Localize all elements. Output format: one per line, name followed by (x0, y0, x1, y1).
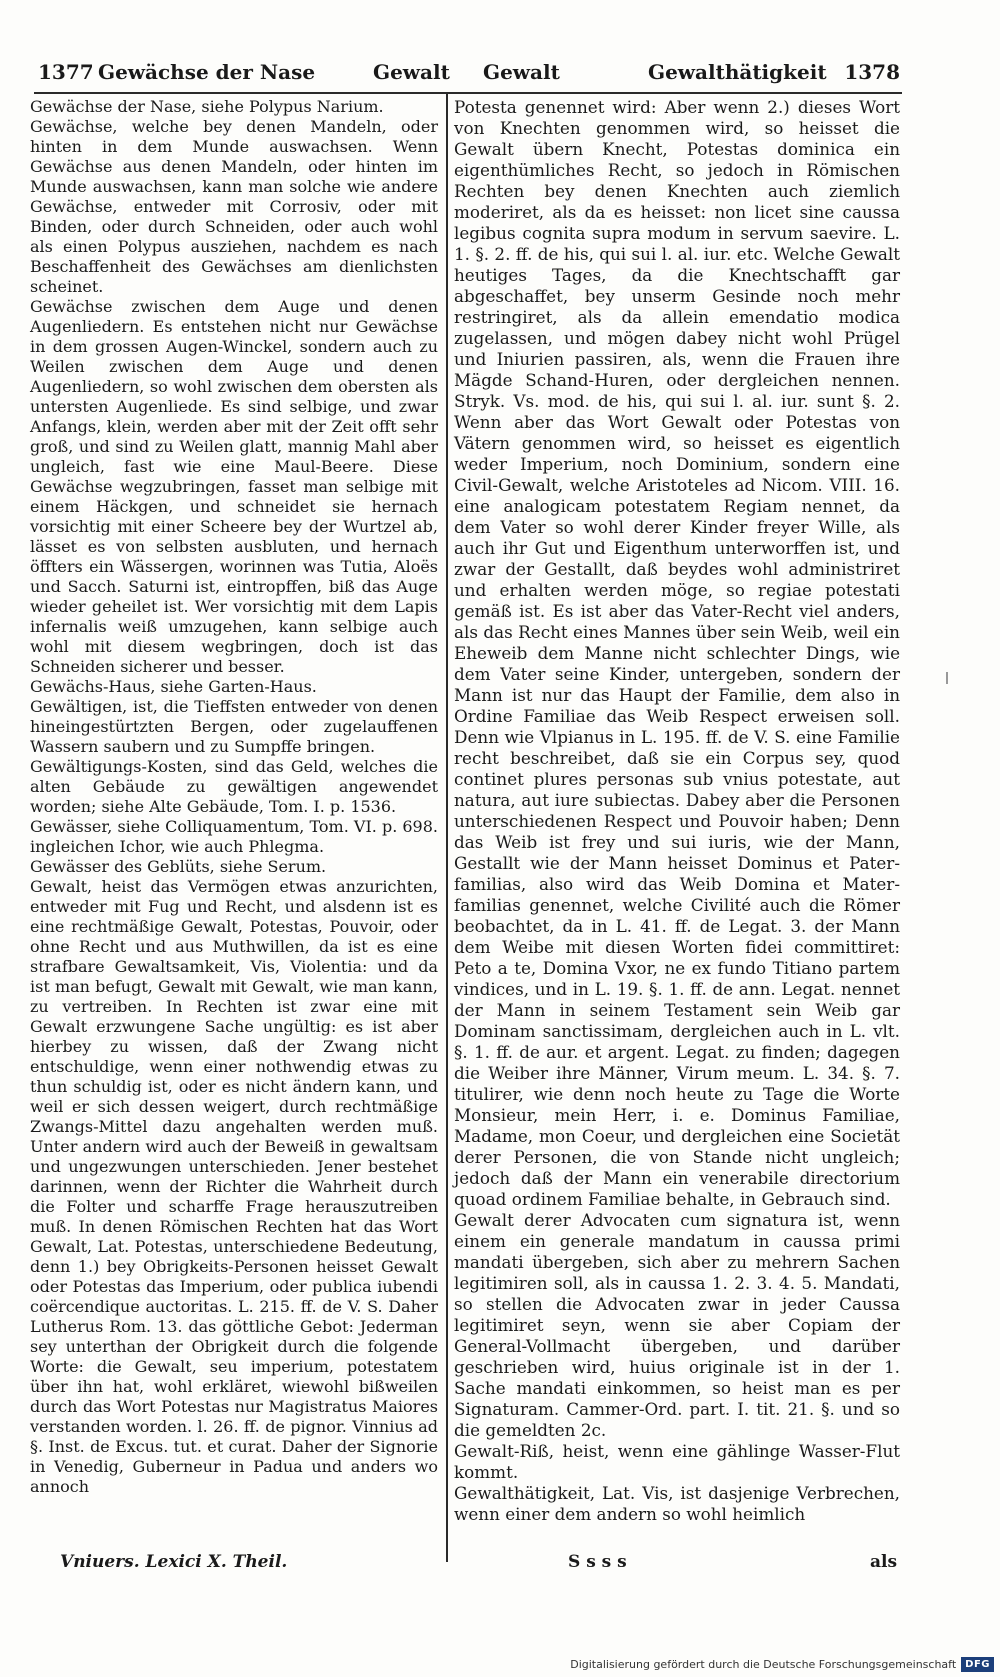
catchword: als (870, 1552, 898, 1572)
credit-text: Digitalisierung gefördert durch die Deutsche Forschungsgemeinschaft (570, 1657, 957, 1671)
entry-gewalt-advocaten: Gewalt derer Advocaten cum signatura ist, wenn einem ein generale mandatum in caussa primi mandati übergeben, sich aber zu mehrern Sachen legitimiren soll, als in caussa 1. 2. 3. 4. 5. Mandati, so stellen die Advocaten zwar in jeder Caussa legitimiret seyn, wenn sie aber Copiam der General-Vollmacht übergeben, und darüber geschrieben wird, huius originale ist in der 1. Sache mandati einkommen, so heist man es per Signaturam. Cammer-Ord. part. I. tit. 21. §. und so die gemeldten 2c. (454, 1210, 900, 1440)
digitization-credit (570, 1655, 994, 1673)
entry-gewaesser: Gewässer, siehe Colliquamentum, Tom. VI. p. 698. ingleichen Ichor, wie auch Phlegma. (30, 817, 438, 856)
scan-speck (946, 672, 948, 684)
entry-gewaesser-des-gebluets: Gewässer des Geblüts, siehe Serum. (30, 857, 327, 876)
signature-mark: S s s s (568, 1552, 627, 1572)
header-keyword-center-right: Gewalt (483, 60, 560, 84)
entry-gewalt-continued: Potesta genennet wird: Aber wenn 2.) dieses Wort von Knechten genommen wird, so heisset die Gewalt übern Knecht, Potestas dominica ein eigenthümliches Recht, so jedoch in Römischen Rechten bey denen Knechten auch ziemlich moderiret, als da es heisset: non licet sine caussa legibus cognita supra modum in servum saevire. L. 1. §. 2. ff. de his, qui sui l. al. iur. etc. Welche Gewalt heutiges Tages, da die Knechtschafft gar abgeschaffet, bey unserm Gesinde noch mehr restringiret, als da allein emendatio modica zugelassen, und mögen dabey nicht wohl Prügel und Iniurien passiren, als, wenn die Frauen ihre Mägde Schand-Huren, oder dergleichen nennen. Stryk. Vs. mod. de his, qui sui l. al. iur. sunt §. 2. Wenn aber das Wort Gewalt oder Potestas von Vätern genommen wird, so heisset es eigentlich weder Imperium, noch Dominium, sondern eine Civil-Gewalt, welche Aristoteles ad Nicom. VIII. 16. eine analogicam potestatem Regiam nennet, da dem Vater so wohl derer Kinder freyer Wille, als auch ihr Gut und Eigenthum unterworffen ist, und zwar der Gestallt, daß beydes wohl administriret und erhalten werden möge, so regiae potestati gemäß ist. Es ist aber das Vater-Recht viel anders, als das Recht eines Mannes über sein Weib, weil ein Eheweib dem Manne nicht schlechter Dings, wie dem Vater seine Kinder, untergeben, sondern der Mann ist nur das Haupt der Familie, dem also in Ordine Familiae das Weib Respect erweisen soll. Denn wie Vlpianus in L. 195. ff. de V. S. eine Familie recht beschreibet, daß sie ein Corpus sey, quod continet plures personas sub vnius potestate, aut natura, aut iure subiectas. Dabey aber die Personen unterschiedenen Respect und Pouvoir haben; Denn das Weib ist frey und sui iuris, wie der Mann, Gestallt wie der Mann heisset Dominus et Pater-familias, also wird das Weib Domina et Mater-familias genennet, welche Civilité auch die Römer beobachtet, da in L. 41. ff. de Legat. 3. der Mann dem Weibe mit diesen Worten fidei committiret: Peto a te, Domina Vxor, ne ex fundo Titiano partem vindices, und in L. 19. §. 1. ff. de ann. Legat. nennet der Mann in seinem Testament sein Weib gar Dominam sanctissimam, dergleichen auch in L. vlt. §. 1. ff. de aur. et argent. Legat. zu finden; dagegen die Weiber ihre Männer, Virum meum. L. 34. §. 7. titulirer, wie denn noch heute zu Tage die Worte Monsieur, mein Herr, i. e. Dominus Familiae, Madame, mon Coeur, und dergleichen eine Societät derer Personen, die von Stande nicht ungleich; jedoch daß der Mann ein venerabile directorium quoad ordinem Familiae behalte, in Gebrauch sind. (454, 97, 900, 1209)
entry-gewalt-riss: Gewalt-Riß, heist, wenn eine gählinge Wasser-Flut kommt. (454, 1441, 900, 1482)
entry-gewalthaetigkeit: Gewalthätigkeit, Lat. Vis, ist dasjenige Verbrechen, wenn einer dem andern so wohl heimlich (454, 1483, 900, 1524)
header-keyword-right: Gewalthätigkeit (648, 60, 827, 84)
entry-gewaeltigungs-kosten: Gewältigungs-Kosten, sind das Geld, welches die alten Gebäude zu gewältigen angewendet worden; siehe Alte Gebäude, Tom. I. p. 1536. (30, 757, 438, 816)
header-rule (34, 92, 902, 94)
entry-gewaechse-der-nase: Gewächse der Nase, siehe Polypus Narium. (30, 97, 384, 116)
signature-left: Vniuers. Lexici X. Theil. (60, 1552, 288, 1572)
entry-gewaechse-augenlieder: Gewächse zwischen dem Auge und denen Augenliedern. Es entstehen nicht nur Gewächse in dem grossen Augen-Winckel, sondern auch zu Weilen zwischen dem Auge und denen Augenliedern, so wohl zwischen dem obersten als untersten Augenliede. Es sind selbige, und zwar Anfangs, klein, werden aber mit der Zeit offt sehr groß, und sind zu Weilen glatt, mannig Mahl aber ungleich, fast wie eine Maul-Beere. Diese Gewächse wegzubringen, fasset man selbige mit einem Häckgen, und schneidet sie hernach vorsichtig mit einer Scheere bey der Wurtzel ab, lässet es von selbsten ausbluten, und hernach öffters ein Wässergen, worinnen was Tutia, Aloës und Sacch. Saturni ist, eintropffen, biß das Auge wieder geheilet ist. Wer vorsichtig mit dem Lapis infernalis weiß umzugehen, kann selbige auch wohl mit diesem wegbringen, doch ist das Schneiden sicherer und besser. (30, 297, 438, 676)
left-column (30, 97, 438, 1497)
dfg-logo: DFG (961, 1657, 994, 1672)
column-divider (446, 92, 448, 1562)
entry-gewaeltigen: Gewältigen, ist, die Tieffsten entweder von denen hineingestürtzten Bergen, oder zugelauffenen Wassern saubern und zu Sumpffe bringen. (30, 697, 438, 756)
running-header (38, 60, 900, 88)
right-column (454, 97, 900, 1525)
header-keyword-center-left: Gewalt (373, 60, 450, 84)
page-number-right: 1378 (844, 60, 900, 84)
page-number-left: 1377 (38, 60, 94, 84)
entry-gewalt: Gewalt, heist das Vermögen etwas anzurichten, entweder mit Fug und Recht, und alsdenn ist es eine rechtmäßige Gewalt, Potestas, Pouvoir, oder ohne Recht und aus Muthwillen, da ist es eine strafbare Gewaltsamkeit, Vis, Violentia: und da ist man befugt, Gewalt mit Gewalt, wie man kann, zu vertreiben. In Rechten ist zwar eine mit Gewalt erzwungene Sache ungültig: es ist aber hierbey zu wissen, daß der Zwang nicht entschuldige, wenn einer nothwendig etwas zu thun schuldig ist, oder es nicht ändern kann, und weil er sich dessen weigert, durch rechtmäßige Zwangs-Mittel dazu angehalten werden muß. Unter andern wird auch der Beweiß in gewaltsam und ungezwungen unterschieden. Jener bestehet darinnen, wenn der Richter die Wahrheit durch die Folter und scharffe Frage herauszutreiben muß. In denen Römischen Rechten hat das Wort Gewalt, Lat. Potestas, unterschiedene Bedeutung, denn 1.) bey Obrigkeits-Personen heisset Gewalt oder Potestas das Imperium, oder publica iubendi coërcendique auctoritas. L. 215. ff. de V. S. Daher Lutherus Rom. 13. das göttliche Gebot: Jederman sey unterthan der Obrigkeit durch die folgende Worte: die Gewalt, seu imperium, potestatem über ihn hat, wohl erkläret, wiewohl bißweilen durch das Wort Potestas nur Magistratus Maiores verstanden worden. l. 26. ff. de pignor. Vinnius ad §. Inst. de Excus. tut. et curat. Daher der Signorie in Venedig, Guberneur in Padua und anders wo annoch (30, 877, 438, 1496)
header-keyword-left: Gewächse der Nase (98, 60, 316, 84)
entry-gewaechs-haus: Gewächs-Haus, siehe Garten-Haus. (30, 677, 317, 696)
entry-gewaechse-mandeln: Gewächse, welche bey denen Mandeln, oder hinten in dem Munde auswachsen. Wenn Gewächse aus denen Mandeln, oder hinten im Munde auswachsen, kann man solche wie andere Gewächse, entweder mit Corrosiv, oder mit Binden, oder durch Schneiden, oder auch wohl als einen Polypus ausziehen, nachdem es nach Beschaffenheit des Gewächses am dienlichsten scheinet. (30, 117, 438, 296)
